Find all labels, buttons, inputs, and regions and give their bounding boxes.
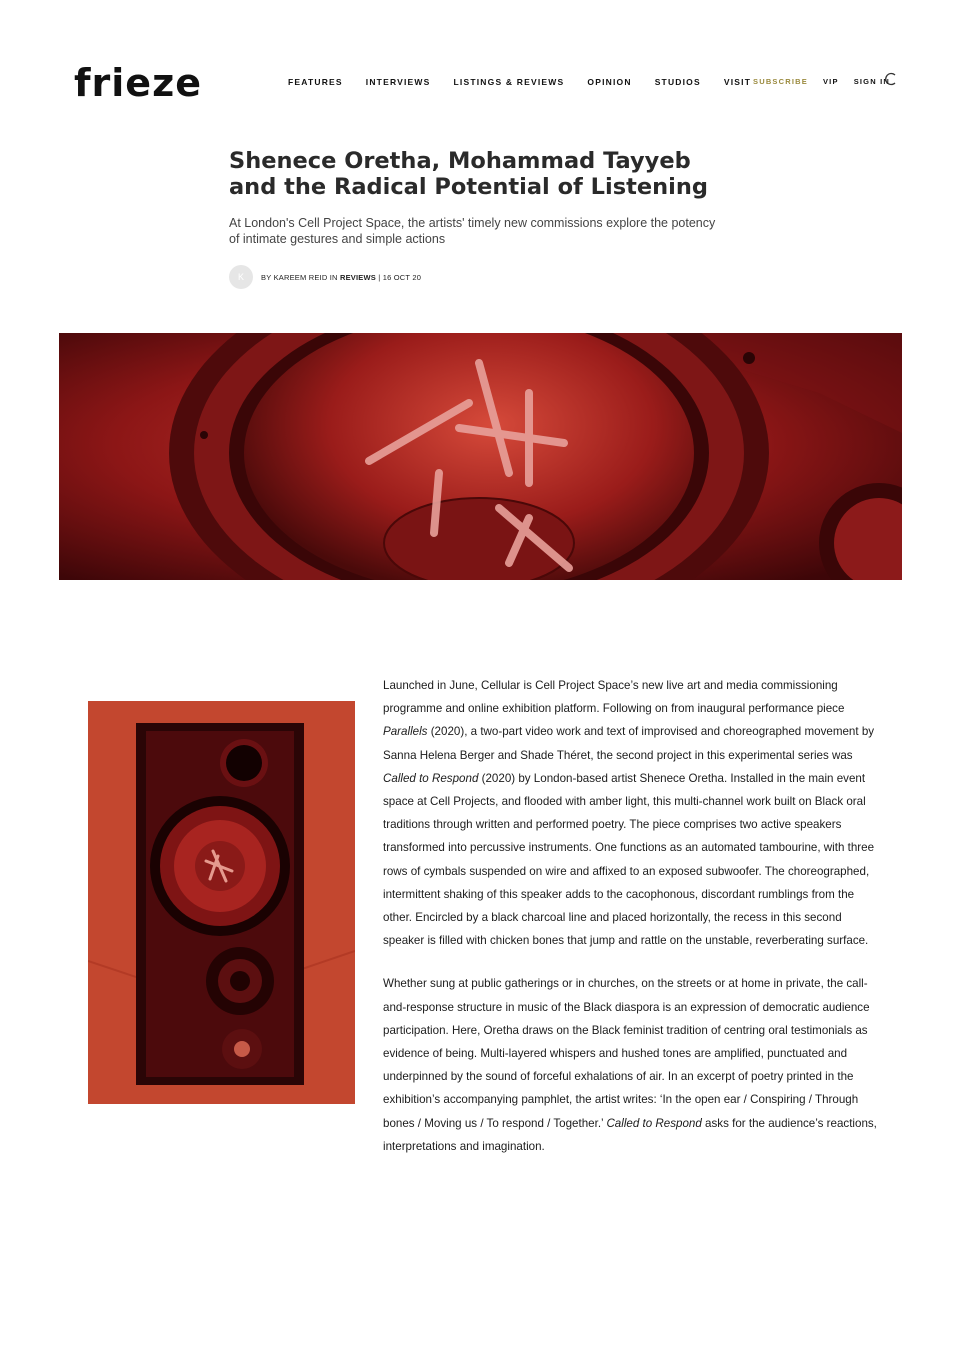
artwork-title-parallels: Parallels (383, 725, 428, 739)
nav-item-features[interactable]: FEATURES (288, 77, 343, 87)
author-link[interactable]: KAREEM REID (273, 272, 328, 282)
artwork-title-called-to-respond: Called to Respond (383, 771, 479, 785)
avatar[interactable]: K (229, 265, 253, 289)
speaker-cabinet-image (88, 701, 355, 1104)
category-link[interactable]: REVIEWS (339, 272, 376, 282)
account-nav (753, 76, 905, 88)
artwork-title-called-to-respond-2: Called to Respond (606, 1116, 702, 1130)
nav-item-opinion[interactable]: OPINION (587, 77, 632, 87)
article-date: 16 OCT 20 (382, 272, 422, 282)
body-paragraph-1: Launched in June, Cellular is Cell Project Space’s new live art and media commissioning programme and online exhibition platform. Following on from inaugural performance piece Parallels (2020), a two-part video work and text of improvised and choreographed movement by Sanna Helena Berger and Shade Théret, the second project in this experimental series was Called to Respond (2020) by London-based artist Shenece Oretha. Installed in the main event space at Cell Projects, and flooded with amber light, this multi-channel work built on Black oral traditions through written and performed poetry. The piece comprises two active speakers transformed into percussive instruments. One functions as an automated tambourine, with three rows of cymbals suspended on wire and affixed to an exposed subwoofer. The choreographed, intermittent shaking of this speaker adds to the cacophonous, discordant rumblings from the other. Encircled by a black charcoal line and placed horizontally, the recess in this second speaker is filled with chicken bones that jump and rattle on the unstable, reverberating surface. (383, 679, 875, 948)
nav-item-listings-reviews[interactable]: LISTINGS & REVIEWS (453, 77, 565, 87)
byline-in: IN (329, 272, 338, 282)
byline (229, 265, 421, 289)
frieze-logo[interactable]: frieze (74, 61, 202, 105)
nav-item-interviews[interactable]: INTERVIEWS (365, 77, 431, 87)
byline-separator: | (378, 272, 381, 282)
article-body (383, 674, 883, 1178)
article-title: Shenece Oretha, Mohammad Tayyeb and the Radical Potential of Listening (229, 148, 708, 200)
subscribe-link[interactable]: SUBSCRIBE (753, 77, 808, 86)
vip-link[interactable]: VIP (822, 77, 839, 86)
hero-image (59, 333, 902, 580)
search-icon[interactable] (884, 71, 898, 87)
nav-item-studios[interactable]: STUDIOS (654, 77, 701, 87)
byline-by: BY (261, 272, 272, 282)
article-subtitle: At London's Cell Project Space, the artists' timely new commissions explore the potency of intimate gestures and simple actions (229, 216, 716, 246)
byline-text (261, 273, 421, 282)
nav-item-visit[interactable]: VISIT (723, 77, 752, 87)
sign-in-link[interactable]: SIGN IN (853, 77, 891, 86)
body-paragraph-2: Whether sung at public gatherings or in churches, on the streets or at home in private, the call-and-response structure in music of the Black diaspora is an expression of democratic audience participation. Here, Oretha draws on the Black feminist tradition of centring oral testimonials as evidence of being. Multi-layered whispers and hushed tones are amplified, punctuated and underpinned by the sound of forceful exhalations of air. In an excerpt of poetry printed in the exhibition’s accompanying pamphlet, the artist writes: ‘In the open ear / Conspiring / Through bones / Moving us / To respond / Together.’ Called to Respond asks for the audience’s reactions, interpretations and imagination. (383, 977, 877, 1153)
main-nav (288, 76, 774, 88)
